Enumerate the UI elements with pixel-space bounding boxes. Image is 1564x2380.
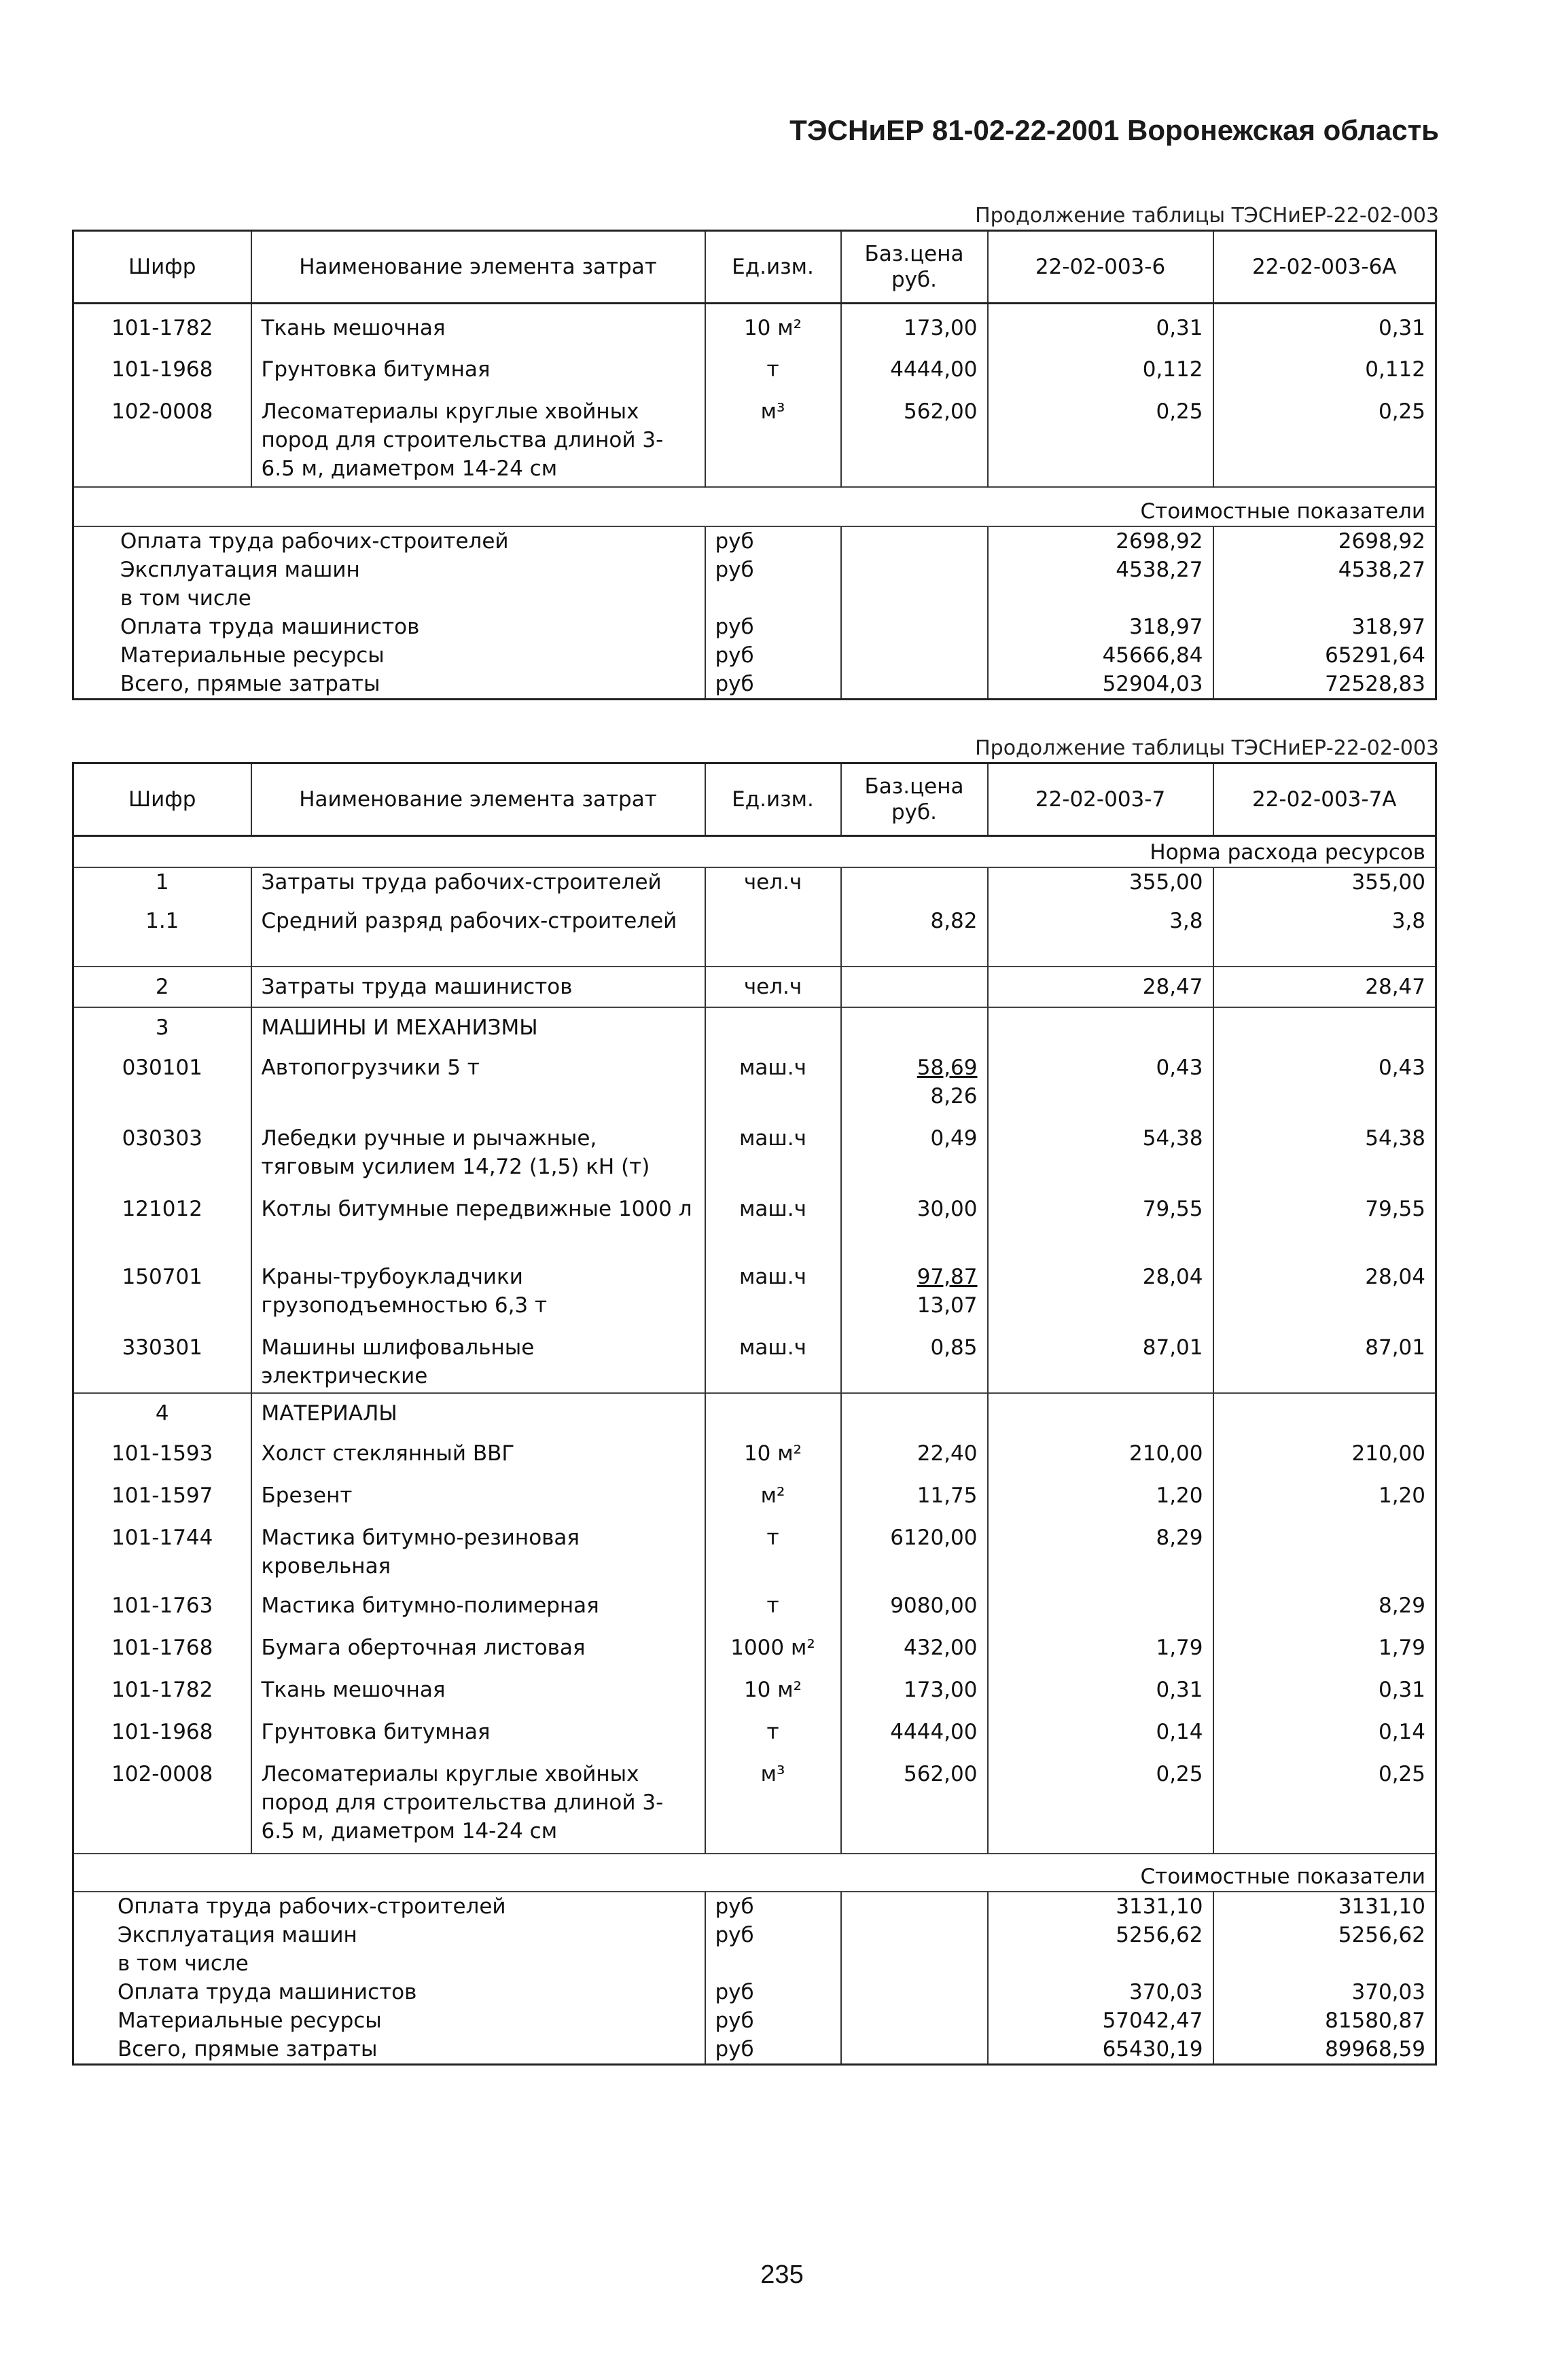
row-unit: чел.ч: [705, 867, 841, 907]
table-row: [73, 1518, 1436, 1586]
table-row: [73, 1670, 1436, 1712]
row-code: 101-1782: [73, 304, 251, 346]
cost-name: Оплата труда рабочих-строителей: [73, 526, 705, 556]
row-price: 4444,00: [841, 346, 988, 388]
row-value-b: [1213, 1518, 1436, 1586]
col-a-header: 22-02-003-6: [988, 231, 1213, 304]
row-name: Бумага оберточная листовая: [251, 1628, 705, 1670]
row-unit: 10 м²: [705, 304, 841, 346]
table-row: [73, 1257, 1436, 1328]
row-unit: маш.ч: [705, 1119, 841, 1189]
page-number: 235: [760, 2260, 804, 2289]
row-value-b: 3,8: [1213, 907, 1436, 967]
cost-row: [73, 584, 1436, 613]
cost-name: Эксплуатация машин: [73, 1921, 705, 1949]
cost-row: [73, 1978, 1436, 2006]
col-price-header: Баз.цена руб.: [841, 231, 988, 304]
row-code: 101-1968: [73, 1712, 251, 1754]
cost-value-a: [988, 1949, 1213, 1978]
row-price: 8,82: [841, 907, 988, 967]
cost-unit: руб: [705, 641, 841, 670]
row-price: 432,00: [841, 1628, 988, 1670]
col-b-header: 22-02-003-6А: [1213, 231, 1436, 304]
cost-value-a: 52904,03: [988, 670, 1213, 700]
table2: [72, 762, 1437, 2066]
cost-name: в том числе: [73, 584, 705, 613]
cost-row: [73, 526, 1436, 556]
table-row: [73, 346, 1436, 388]
col-a-header: 22-02-003-7: [988, 763, 1213, 836]
row-code: 150701: [73, 1257, 251, 1328]
row-code: 101-1744: [73, 1518, 251, 1586]
section-header-row: [73, 836, 1436, 867]
cost-value-b: 318,97: [1213, 613, 1436, 641]
row-value-b: 0,25: [1213, 388, 1436, 487]
row-name: Мастика битумно-полимерная: [251, 1586, 705, 1628]
table1-caption: Продолжение таблицы ТЭСНиЕР-22-02-003: [975, 204, 1439, 228]
row-value-a: 1,20: [988, 1476, 1213, 1518]
row-price: 4444,00: [841, 1712, 988, 1754]
cost-value-a: 45666,84: [988, 641, 1213, 670]
cost-value-b: 5256,62: [1213, 1921, 1436, 1949]
cost-value-b: 72528,83: [1213, 670, 1436, 700]
cost-unit: руб: [705, 1921, 841, 1949]
section-header-row: [73, 487, 1436, 526]
row-name: Краны-трубоукладчики грузоподъемностью 6,3 т: [251, 1257, 705, 1328]
cost-name: Оплата труда машинистов: [73, 1978, 705, 2006]
row-price: [841, 867, 988, 907]
row-code: 030101: [73, 1048, 251, 1119]
cost-indicators-header: Стоимостные показатели: [988, 1854, 1436, 1892]
row-value-b: 1,20: [1213, 1476, 1436, 1518]
cost-row: [73, 1949, 1436, 1978]
row-unit: т: [705, 1586, 841, 1628]
table2-caption: Продолжение таблицы ТЭСНиЕР-22-02-003: [975, 736, 1439, 760]
row-price: 30,00: [841, 1189, 988, 1257]
col-b-header: 22-02-003-7А: [1213, 763, 1436, 836]
cost-value-a: [988, 584, 1213, 613]
row-value-b: 87,01: [1213, 1328, 1436, 1393]
row-price: 0,49: [841, 1119, 988, 1189]
row-name: Ткань мешочная: [251, 304, 705, 346]
cost-row: [73, 641, 1436, 670]
document-title: ТЭСНиЕР 81-02-22-2001 Воронежская область: [789, 114, 1439, 146]
row-name: Лебедки ручные и рычажные, тяговым усилием 14,72 (1,5) кН (т): [251, 1119, 705, 1189]
cost-unit: руб: [705, 556, 841, 584]
row-value-a: 0,25: [988, 1754, 1213, 1854]
table-row: [73, 1189, 1436, 1257]
row-price: [841, 967, 988, 1007]
row-unit: маш.ч: [705, 1189, 841, 1257]
row-code: 101-1768: [73, 1628, 251, 1670]
row-value-a: 28,04: [988, 1257, 1213, 1328]
row-unit: [705, 907, 841, 967]
row-price-main: 58,69: [917, 1055, 978, 1080]
table-row: [73, 304, 1436, 346]
row-unit: маш.ч: [705, 1048, 841, 1119]
col-unit-header: Ед.изм.: [705, 763, 841, 836]
row-price: 0,85: [841, 1328, 988, 1393]
row-price: 9080,00: [841, 1586, 988, 1628]
section-title-row: [73, 1007, 1436, 1048]
row-value-b: 54,38: [1213, 1119, 1436, 1189]
row-unit: 1000 м²: [705, 1628, 841, 1670]
cost-value-b: 81580,87: [1213, 2006, 1436, 2035]
row-price: [841, 1048, 988, 1119]
row-code: 121012: [73, 1189, 251, 1257]
cost-value-a: 370,03: [988, 1978, 1213, 2006]
row-value-b: 79,55: [1213, 1189, 1436, 1257]
row-price-secondary: 13,07: [917, 1293, 978, 1318]
row-name: Грунтовка битумная: [251, 1712, 705, 1754]
row-value-b: 1,79: [1213, 1628, 1436, 1670]
cost-value-a: 57042,47: [988, 2006, 1213, 2035]
row-code: 330301: [73, 1328, 251, 1393]
cost-row: [73, 556, 1436, 584]
row-value-b: 0,14: [1213, 1712, 1436, 1754]
cost-value-a: 4538,27: [988, 556, 1213, 584]
cost-name: Всего, прямые затраты: [73, 2035, 705, 2065]
row-name: Котлы битумные передвижные 1000 л: [251, 1189, 705, 1257]
cost-unit: руб: [705, 1892, 841, 1921]
row-value-a: 3,8: [988, 907, 1213, 967]
row-price-main: 97,87: [917, 1264, 978, 1289]
row-unit: м³: [705, 1754, 841, 1854]
section-title: МАТЕРИАЛЫ: [251, 1393, 705, 1434]
cost-value-b: 65291,64: [1213, 641, 1436, 670]
table-row: [73, 1048, 1436, 1119]
cost-name: Оплата труда рабочих-строителей: [73, 1892, 705, 1921]
row-unit: т: [705, 1712, 841, 1754]
cost-name: Всего, прямые затраты: [73, 670, 705, 700]
section-number: 4: [73, 1393, 251, 1434]
section-number: 3: [73, 1007, 251, 1048]
cost-value-b: [1213, 584, 1436, 613]
cost-row: [73, 613, 1436, 641]
cost-unit: [705, 1949, 841, 1978]
row-code: 101-1593: [73, 1434, 251, 1476]
cost-row: [73, 2035, 1436, 2065]
col-name-header: Наименование элемента затрат: [251, 231, 705, 304]
row-name: Лесоматериалы круглые хвойных пород для строительства длиной 3-6.5 м, диаметром 14-24 см: [251, 388, 705, 487]
row-value-a: 0,31: [988, 1670, 1213, 1712]
row-unit: м²: [705, 1476, 841, 1518]
row-value-b: 8,29: [1213, 1586, 1436, 1628]
cost-name: Материальные ресурсы: [73, 641, 705, 670]
table-row: [73, 1586, 1436, 1628]
row-unit: 10 м²: [705, 1670, 841, 1712]
col-price-header: Баз.цена руб.: [841, 763, 988, 836]
table-row: [73, 967, 1436, 1007]
row-code: 1: [73, 867, 251, 907]
row-name: Автопогрузчики 5 т: [251, 1048, 705, 1119]
row-price: [841, 1257, 988, 1328]
cost-value-a: 2698,92: [988, 526, 1213, 556]
row-value-a: 1,79: [988, 1628, 1213, 1670]
row-value-a: 0,31: [988, 304, 1213, 346]
cost-unit: руб: [705, 526, 841, 556]
row-value-a: 355,00: [988, 867, 1213, 907]
row-name: Лесоматериалы круглые хвойных пород для строительства длиной 3-6.5 м, диаметром 14-24 см: [251, 1754, 705, 1854]
table-row: [73, 1754, 1436, 1854]
row-code: 2: [73, 967, 251, 1007]
table-row: [73, 1119, 1436, 1189]
cost-value-a: 3131,10: [988, 1892, 1213, 1921]
cost-value-a: 318,97: [988, 613, 1213, 641]
cost-row: [73, 670, 1436, 700]
cost-name: Эксплуатация машин: [73, 556, 705, 584]
row-code: 102-0008: [73, 388, 251, 487]
section-header-row: [73, 1854, 1436, 1892]
row-unit: маш.ч: [705, 1328, 841, 1393]
row-code: 1.1: [73, 907, 251, 967]
row-value-a: 0,112: [988, 346, 1213, 388]
cost-name: в том числе: [73, 1949, 705, 1978]
row-unit: чел.ч: [705, 967, 841, 1007]
table-row: [73, 907, 1436, 967]
table-row: [73, 867, 1436, 907]
row-value-b: 0,25: [1213, 1754, 1436, 1854]
row-value-b: 28,47: [1213, 967, 1436, 1007]
row-name: Затраты труда рабочих-строителей: [251, 867, 705, 907]
row-price: 6120,00: [841, 1518, 988, 1586]
row-value-b: 0,43: [1213, 1048, 1436, 1119]
row-value-a: 0,25: [988, 388, 1213, 487]
row-price: 562,00: [841, 388, 988, 487]
norm-header: Норма расхода ресурсов: [988, 836, 1436, 867]
table-row: [73, 1628, 1436, 1670]
col-code-header: Шифр: [73, 763, 251, 836]
row-name: Средний разряд рабочих-строителей: [251, 907, 705, 967]
table-row: [73, 388, 1436, 487]
col-name-header: Наименование элемента затрат: [251, 763, 705, 836]
row-value-b: 0,31: [1213, 1670, 1436, 1712]
row-name: Брезент: [251, 1476, 705, 1518]
table-row: [73, 1476, 1436, 1518]
row-code: 101-1763: [73, 1586, 251, 1628]
cost-value-b: 3131,10: [1213, 1892, 1436, 1921]
row-value-a: 8,29: [988, 1518, 1213, 1586]
row-value-a: 210,00: [988, 1434, 1213, 1476]
row-price: 22,40: [841, 1434, 988, 1476]
row-value-a: 0,43: [988, 1048, 1213, 1119]
cost-row: [73, 2006, 1436, 2035]
row-value-a: 79,55: [988, 1189, 1213, 1257]
row-unit: т: [705, 1518, 841, 1586]
row-value-a: 87,01: [988, 1328, 1213, 1393]
col-code-header: Шифр: [73, 231, 251, 304]
row-value-b: 355,00: [1213, 867, 1436, 907]
row-code: 102-0008: [73, 1754, 251, 1854]
row-name: Грунтовка битумная: [251, 346, 705, 388]
row-price: 562,00: [841, 1754, 988, 1854]
cost-unit: [705, 584, 841, 613]
cost-unit: руб: [705, 1978, 841, 2006]
table1: [72, 230, 1437, 700]
section-title: МАШИНЫ И МЕХАНИЗМЫ: [251, 1007, 705, 1048]
row-code: 101-1597: [73, 1476, 251, 1518]
table-row: [73, 1712, 1436, 1754]
cost-value-a: 65430,19: [988, 2035, 1213, 2065]
table-row: [73, 1434, 1436, 1476]
row-name: Ткань мешочная: [251, 1670, 705, 1712]
cost-unit: руб: [705, 613, 841, 641]
cost-value-b: 4538,27: [1213, 556, 1436, 584]
row-price: 11,75: [841, 1476, 988, 1518]
cost-unit: руб: [705, 2035, 841, 2065]
row-value-b: 210,00: [1213, 1434, 1436, 1476]
table-row: [73, 1328, 1436, 1393]
row-name: Мастика битумно-резиновая кровельная: [251, 1518, 705, 1586]
cost-value-b: 2698,92: [1213, 526, 1436, 556]
row-name: Холст стеклянный ВВГ: [251, 1434, 705, 1476]
row-value-b: 0,31: [1213, 304, 1436, 346]
row-price-secondary: 8,26: [930, 1083, 978, 1108]
row-value-b: 28,04: [1213, 1257, 1436, 1328]
cost-unit: руб: [705, 2006, 841, 2035]
cost-value-b: [1213, 1949, 1436, 1978]
row-value-a: 28,47: [988, 967, 1213, 1007]
row-price: 173,00: [841, 304, 988, 346]
cost-row: [73, 1921, 1436, 1949]
cost-value-b: 370,03: [1213, 1978, 1436, 2006]
cost-row: [73, 1892, 1436, 1921]
cost-unit: руб: [705, 670, 841, 700]
cost-indicators-header: Стоимостные показатели: [988, 487, 1436, 526]
row-code: 030303: [73, 1119, 251, 1189]
row-unit: 10 м²: [705, 1434, 841, 1476]
row-code: 101-1782: [73, 1670, 251, 1712]
row-code: 101-1968: [73, 346, 251, 388]
row-value-a: [988, 1586, 1213, 1628]
cost-value-a: 5256,62: [988, 1921, 1213, 1949]
section-title-row: [73, 1393, 1436, 1434]
cost-name: Материальные ресурсы: [73, 2006, 705, 2035]
cost-name: Оплата труда машинистов: [73, 613, 705, 641]
row-name: Машины шлифовальные электрические: [251, 1328, 705, 1393]
col-unit-header: Ед.изм.: [705, 231, 841, 304]
row-value-a: 54,38: [988, 1119, 1213, 1189]
row-value-b: 0,112: [1213, 346, 1436, 388]
row-name: Затраты труда машинистов: [251, 967, 705, 1007]
row-unit: м³: [705, 388, 841, 487]
row-unit: маш.ч: [705, 1257, 841, 1328]
row-unit: т: [705, 346, 841, 388]
row-value-a: 0,14: [988, 1712, 1213, 1754]
row-price: 173,00: [841, 1670, 988, 1712]
cost-value-b: 89968,59: [1213, 2035, 1436, 2065]
